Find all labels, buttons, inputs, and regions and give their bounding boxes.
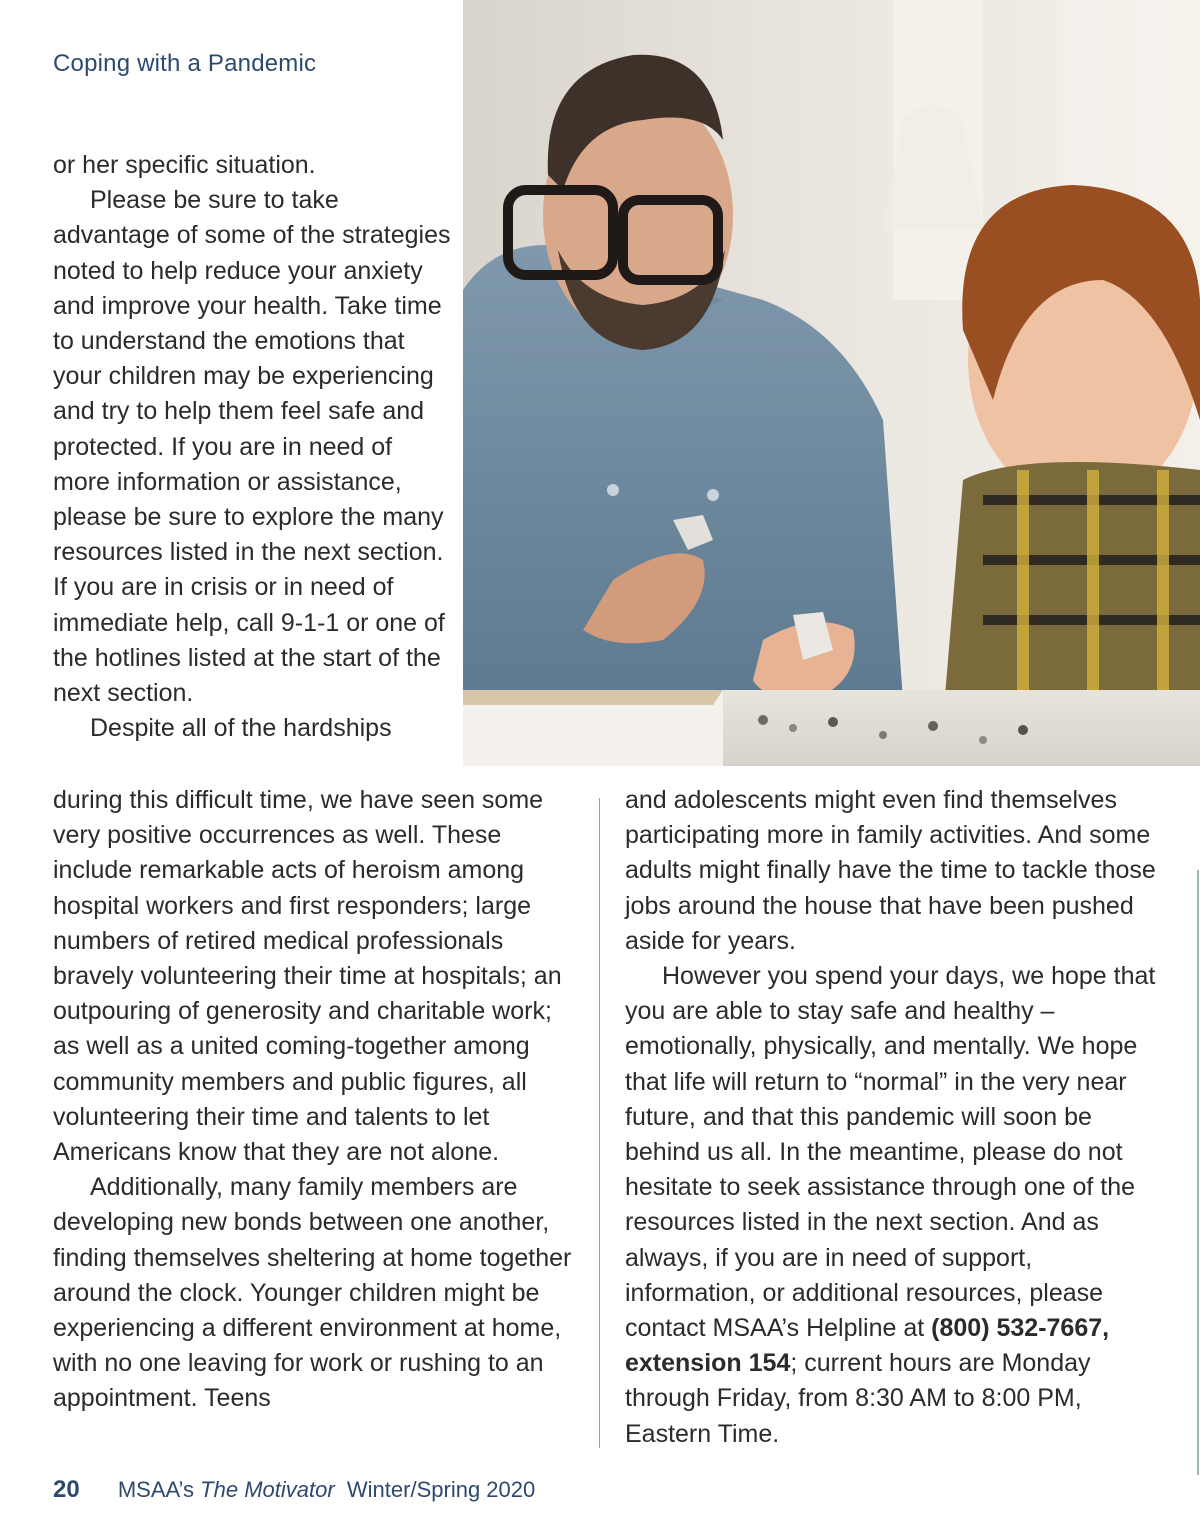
paragraph: Despite all of the hardships	[90, 714, 392, 743]
publisher: MSAA’s	[117, 1477, 195, 1502]
paragraph-text: However you spend your days, we hope that you are able to stay safe and healthy – emotionally, physically, and mentally. We hope that life will return to “normal” in the very near future, and that this pandemic will soon be behind us all. In the meantime, please do not hesitate to seek assistance through one of the resources listed in the next section. And as always, if you are in need of support, information, or additional resources, please contact MSAA’s Helpline at	[625, 962, 1156, 1343]
publication-title: The Motivator	[200, 1477, 335, 1502]
paragraph: or her specific situation.	[53, 151, 316, 179]
paragraph-text: ; current hours are Monday through Friday, from 8:30 AM to 8:00 PM, Eastern Time.	[625, 1349, 1091, 1448]
column-1-upper	[53, 148, 453, 746]
publication-credit	[118, 1477, 535, 1502]
column-2	[625, 783, 1165, 1452]
paragraph: Please be sure to take advantage of some of the strategies noted to help reduce your anxiety and improve your health. Take time to understand the emotions that your children may be experiencing and try to help them feel safe and protected. If you are in need of more information or assistance, please be sure to explore the many resources listed in the next section. If you are in crisis or in need of immediate help, call 9-1-1 or one of the hotlines listed at the start of the next section.	[53, 186, 451, 708]
paragraph: and adolescents might even find themselves participating more in family activities. And some adults might finally have the time to tackle those jobs around the house that have been pushed aside for years.	[625, 786, 1156, 955]
page-edge-rule	[1197, 870, 1199, 1475]
father-son-puzzle-photo	[463, 0, 1200, 766]
issue-date: Winter/Spring 2020	[346, 1477, 536, 1502]
column-1-lower	[53, 783, 583, 1417]
helpline-phone: (800) 532-7667, extension 154	[625, 1314, 1110, 1378]
page-footer	[53, 1476, 535, 1504]
column-divider	[599, 798, 600, 1448]
paragraph: Additionally, many family members are developing new bonds between one another, finding themselves sheltering at home together around the clock. Younger children might be experiencing a different environment at home, with no one leaving for work or rushing to an appointment. Teens	[53, 1173, 572, 1413]
paragraph	[625, 959, 1165, 1452]
running-head: Coping with a Pandemic	[53, 50, 317, 77]
page-number: 20	[53, 1476, 80, 1503]
paragraph: during this difficult time, we have seen some very positive occurrences as well. These include remarkable acts of heroism among hospital workers and first responders; large numbers of retired medical professionals bravely volunteering their time at hospitals; an outpouring of generosity and charitable work; as well as a united coming-together among community members and public figures, all volunteering their time and talents to let Americans know that they are not alone.	[53, 786, 562, 1167]
